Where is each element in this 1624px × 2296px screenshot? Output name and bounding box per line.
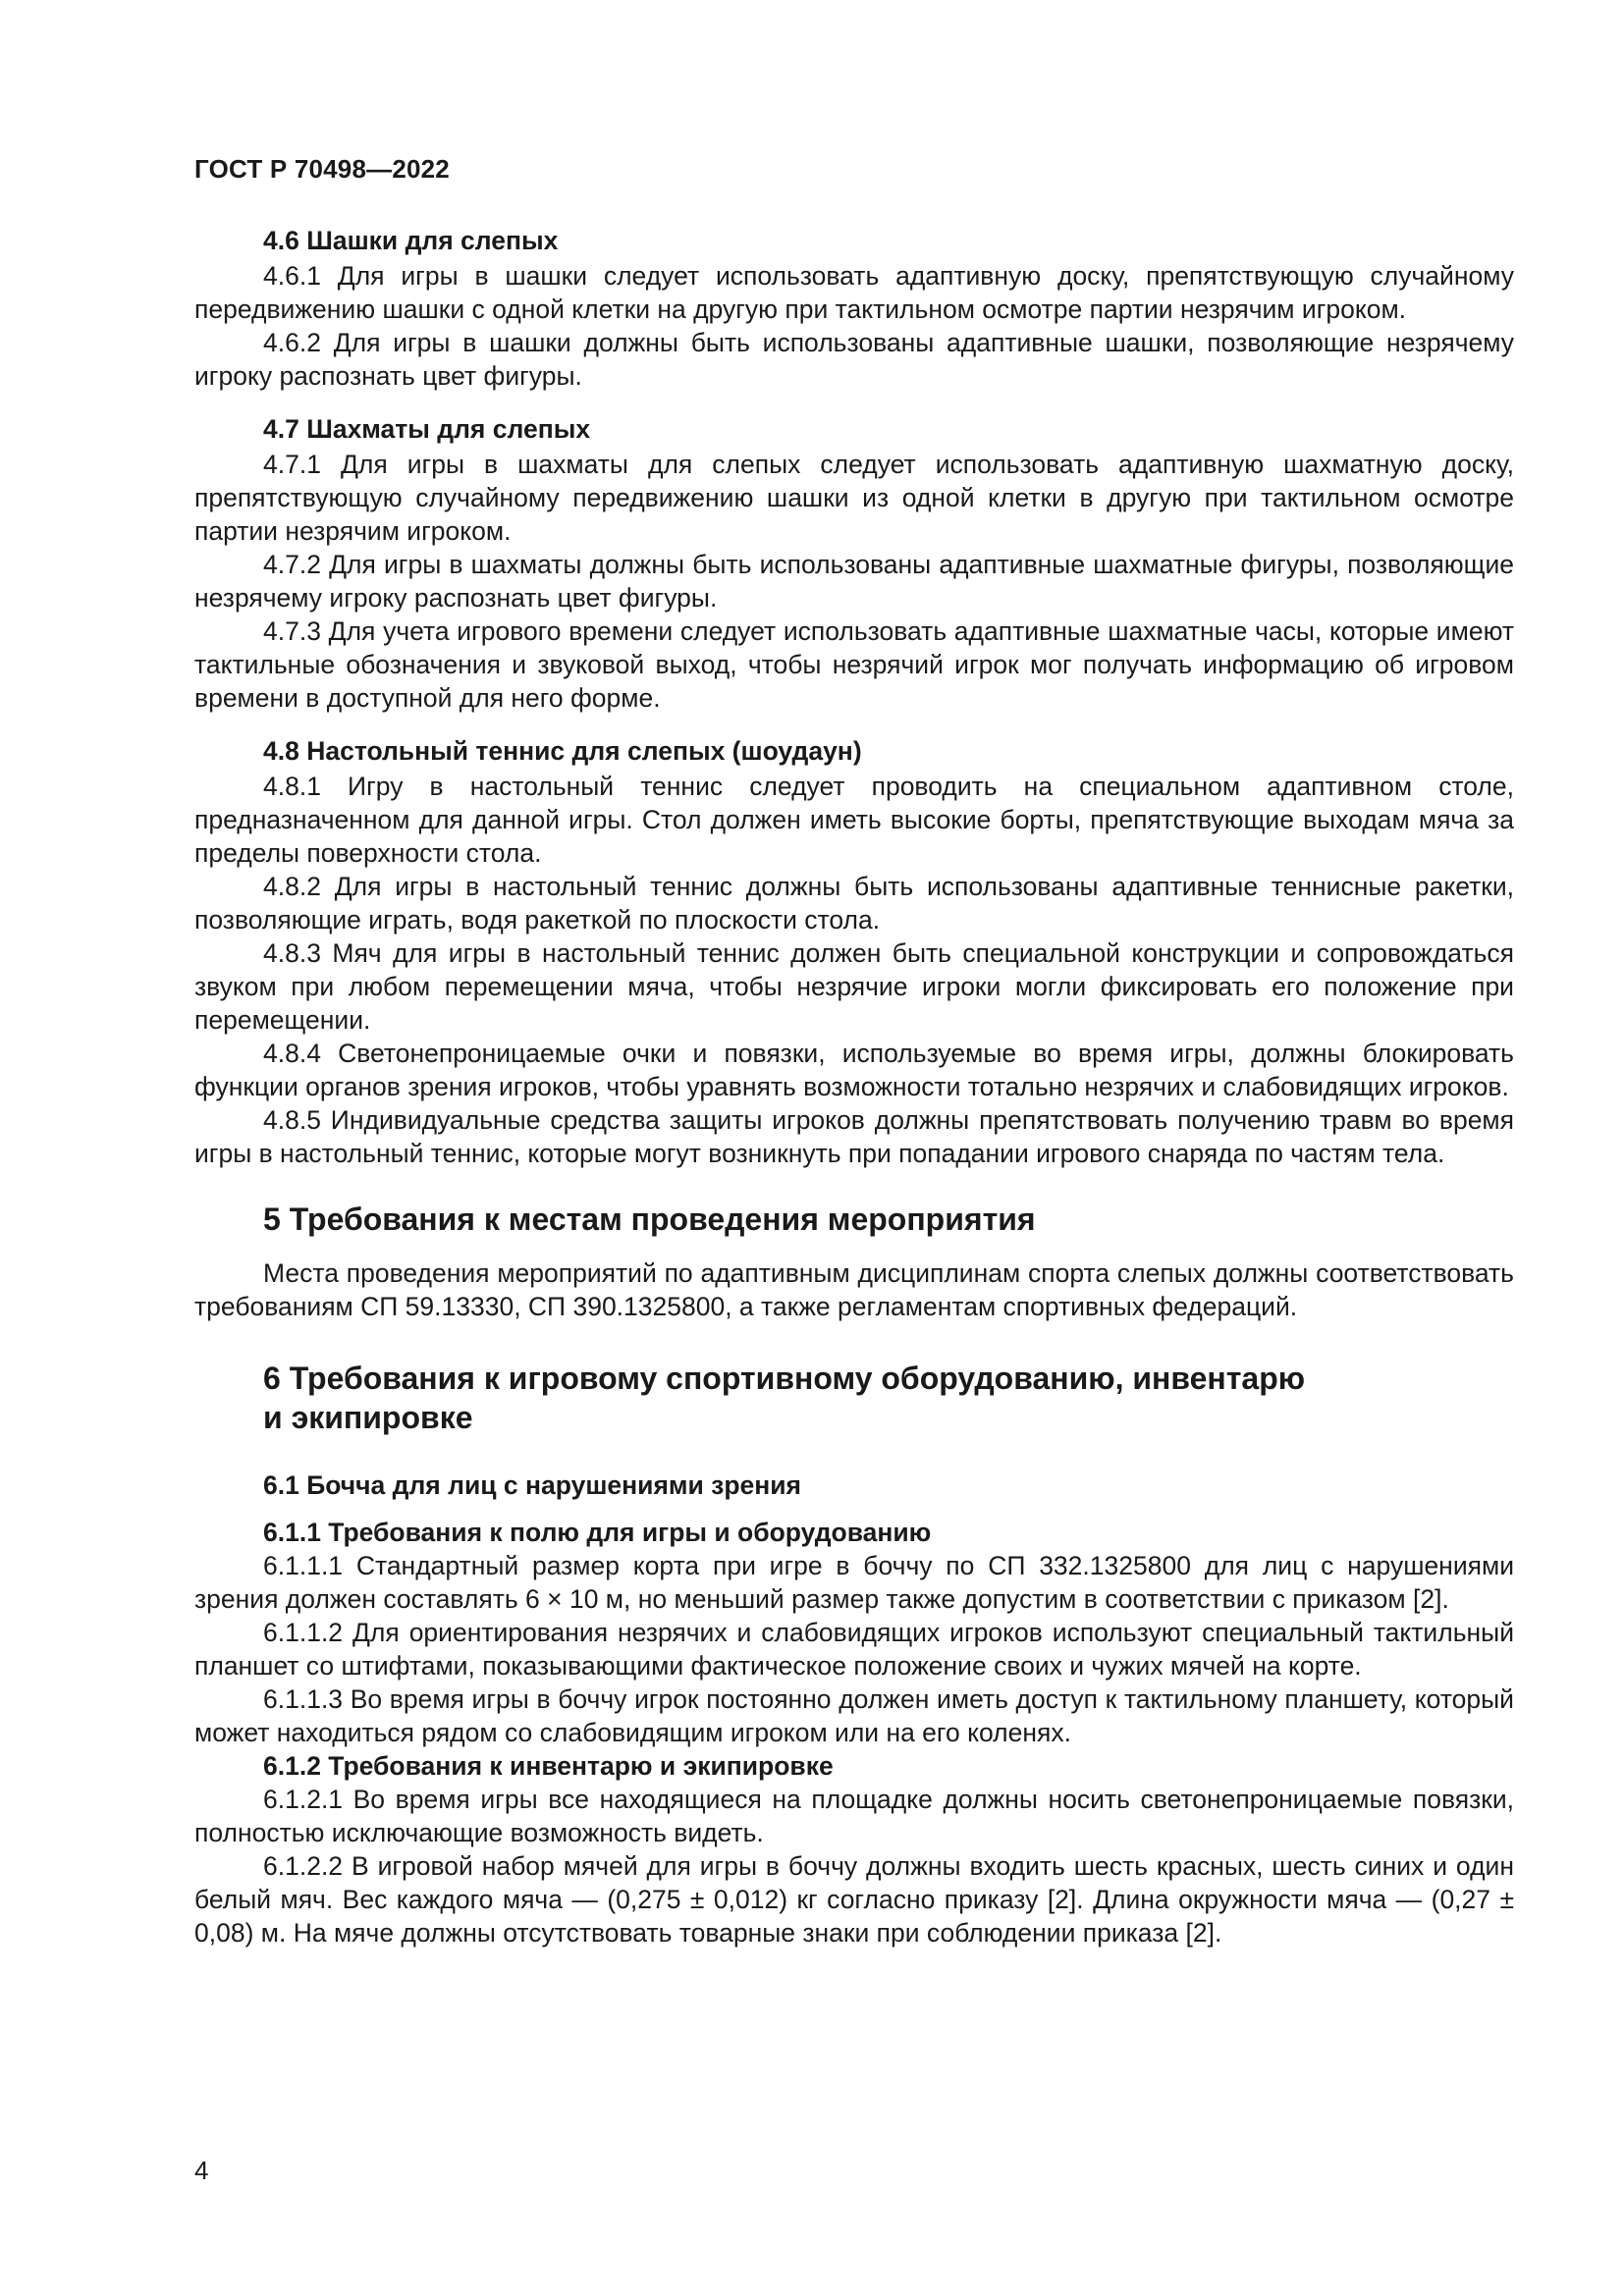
section-6-title bbox=[194, 1359, 1514, 1437]
paragraph-4-6-1: 4.6.1 Для игры в шашки следует использовать адаптивную доску, препятствующую случайному передвижению шашки с одной клетки на другую при тактильном осмотре партии незрячим игроком. bbox=[194, 261, 1514, 324]
section-6-title-line-2: и экипировке bbox=[263, 1400, 473, 1435]
section-4-8-title: 4.8 Настольный теннис для слепых (шоудаун) bbox=[263, 736, 862, 766]
paragraph-4-8-5: 4.8.5 Индивидуальные средства защиты игроков должны препятствовать получению травм во время игры в настольный теннис, которые могут возникнуть при попадании игрового снаряда по частям тела. bbox=[194, 1105, 1514, 1168]
section-6-1-1-title: 6.1.1 Требования к полю для игры и оборудованию bbox=[263, 1518, 932, 1547]
document-body bbox=[194, 224, 1514, 1949]
document-header: ГОСТ Р 70498—2022 bbox=[194, 154, 450, 184]
paragraph-5: Места проведения мероприятий по адаптивным дисциплинам спорта слепых должны соответствовать требованиям СП 59.13330, СП 390.1325800, а также регламентам спортивных федераций. bbox=[194, 1258, 1514, 1321]
paragraph-4-8-4: 4.8.4 Светонепроницаемые очки и повязки, используемые во время игры, должны блокировать функции органов зрения игроков, чтобы уравнять возможности тотально незрячих и слабовидящих игроков. bbox=[194, 1039, 1514, 1101]
paragraph-6-1-1-3: 6.1.1.3 Во время игры в боччу игрок постоянно должен иметь доступ к тактильному планшету, который может находиться рядом со слабовидящим игроком или на его коленях. bbox=[194, 1684, 1514, 1747]
paragraph-4-7-2: 4.7.2 Для игры в шахматы должны быть использованы адаптивные шахматные фигуры, позволяющие незрячему игроку распознать цвет фигуры. bbox=[194, 550, 1514, 613]
paragraph-6-1-2-1: 6.1.2.1 Во время игры все находящиеся на площадке должны носить светонепроницаемые повязки, полностью исключающие возможность видеть. bbox=[194, 1785, 1514, 1847]
section-6-1-2-title: 6.1.2 Требования к инвентарю и экипировке bbox=[263, 1751, 834, 1781]
paragraph-6-1-2-2: 6.1.2.2 В игровой набор мячей для игры в боччу должны входить шесть красных, шесть синих и один белый мяч. Вес каждого мяча — (0,275 ± 0,012) кг согласно приказу [2]. Длина окружности мяча — (0,27 ± 0,08) м. На мяче должны отсутствовать товарные знаки при соблюдении приказа [2]. bbox=[194, 1851, 1514, 1948]
paragraph-6-1-1-1: 6.1.1.1 Стандартный размер корта при игре в боччу по СП 332.1325800 для лиц с нарушениями зрения должен составлять 6 × 10 м, но меньший размер также допустим в соответствии с приказом [2]. bbox=[194, 1551, 1514, 1614]
section-5-title: 5 Требования к местам проведения мероприятия bbox=[263, 1201, 1036, 1237]
paragraph-4-7-1: 4.7.1 Для игры в шахматы для слепых следует использовать адаптивную шахматную доску, препятствующую случайному передвижению шашки из одной клетки в другую при тактильном осмотре партии незрячим игроком. bbox=[194, 450, 1514, 546]
paragraph-4-7-3: 4.7.3 Для учета игрового времени следует использовать адаптивные шахматные часы, которые имеют тактильные обозначения и звуковой выход, чтобы незрячий игрок мог получать информацию об игровом времени в доступной для него форме. bbox=[194, 616, 1514, 713]
page-number: 4 bbox=[194, 2156, 209, 2185]
paragraph-4-6-2: 4.6.2 Для игры в шашки должны быть использованы адаптивные шашки, позволяющие незрячему игроку распознать цвет фигуры. bbox=[194, 328, 1514, 391]
paragraph-4-8-2: 4.8.2 Для игры в настольный теннис должны быть использованы адаптивные теннисные ракетки, позволяющие играть, водя ракеткой по плоскости стола. bbox=[194, 872, 1514, 934]
section-4-7-title: 4.7 Шахматы для слепых bbox=[263, 414, 591, 444]
section-6-1-title: 6.1 Бочча для лиц с нарушениями зрения bbox=[263, 1470, 802, 1500]
paragraph-6-1-1-2: 6.1.1.2 Для ориентирования незрячих и слабовидящих игроков используют специальный тактильный планшет со штифтами, показывающими фактическое положение своих и чужих мячей на корте. bbox=[194, 1618, 1514, 1681]
section-4-6-title: 4.6 Шашки для слепых bbox=[263, 226, 559, 255]
section-6-title-line-1: 6 Требования к игровому спортивному оборудованию, инвентарю bbox=[263, 1361, 1306, 1396]
paragraph-4-8-1: 4.8.1 Игру в настольный теннис следует проводить на специальном адаптивном столе, предназначенном для данной игры. Стол должен иметь высокие борты, препятствующие выходам мяча за пределы поверхности стола. bbox=[194, 772, 1514, 868]
paragraph-4-8-3: 4.8.3 Мяч для игры в настольный теннис должен быть специальной конструкции и сопровождаться звуком при любом перемещении мяча, чтобы незрячие игроки могли фиксировать его положение при перемещении. bbox=[194, 938, 1514, 1035]
